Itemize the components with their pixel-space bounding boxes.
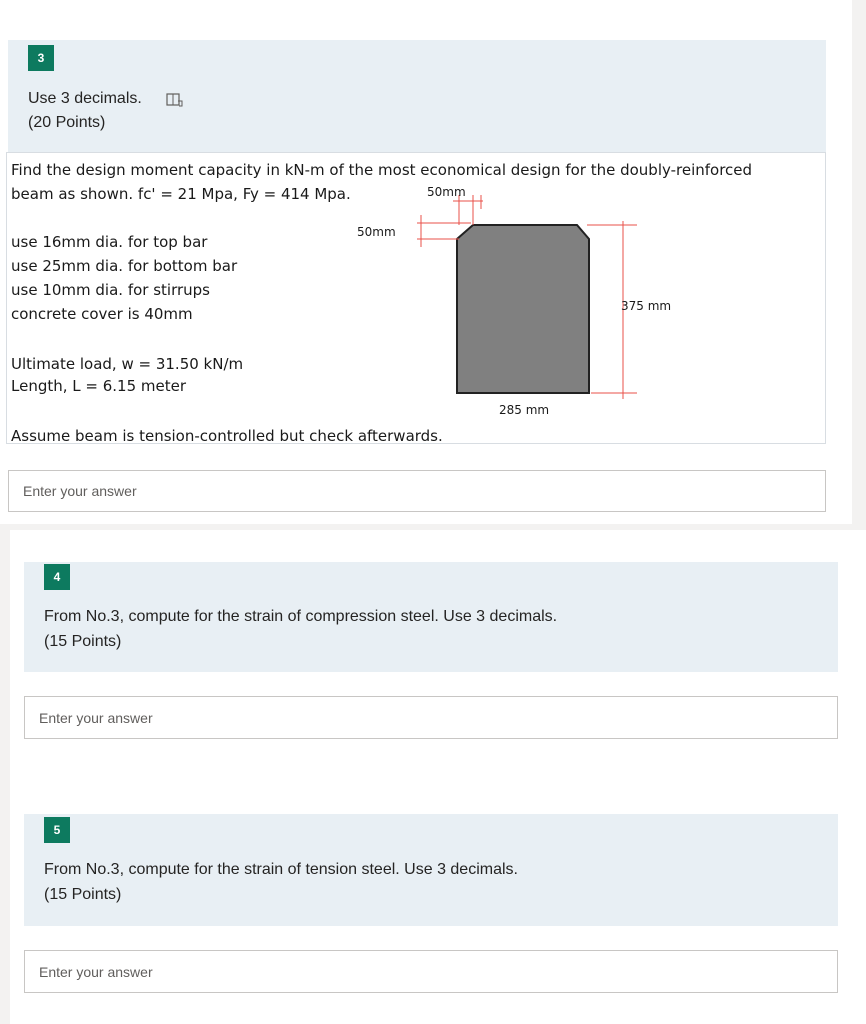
figure-assume: Assume beam is tension-controlled but check afterwards. bbox=[11, 427, 443, 445]
immersive-reader-icon[interactable] bbox=[166, 92, 184, 108]
dim-top-marks bbox=[453, 195, 483, 225]
question-instruction-text: Use 3 decimals. bbox=[28, 90, 142, 107]
question-number-badge: 3 bbox=[28, 45, 54, 71]
beam-section-diagram bbox=[387, 189, 647, 409]
question-text: From No.3, compute for the strain of tension steel. Use 3 decimals. bbox=[44, 861, 518, 878]
question-points: (20 Points) bbox=[28, 114, 106, 131]
question-text: From No.3, compute for the strain of compression steel. Use 3 decimals. bbox=[44, 608, 558, 625]
beam-section-shape bbox=[457, 225, 589, 393]
figure-line-stirrups: use 10mm dia. for stirrups bbox=[11, 281, 210, 299]
dim-height-label: 375 mm bbox=[621, 299, 672, 313]
figure-title-line2: beam as shown. fc' = 21 Mpa, Fy = 414 Mpa. bbox=[11, 185, 351, 203]
question-instruction bbox=[28, 90, 142, 108]
figure-load: Ultimate load, w = 31.50 kN/m bbox=[11, 355, 244, 373]
question-points: (15 Points) bbox=[44, 633, 122, 650]
answer-input-4[interactable]: Enter your answer bbox=[24, 696, 838, 739]
figure-line-cover: concrete cover is 40mm bbox=[11, 305, 193, 323]
figure-length: Length, L = 6.15 meter bbox=[11, 377, 187, 395]
dim-side-label: 50mm bbox=[357, 225, 396, 239]
answer-input-5[interactable]: Enter your answer bbox=[24, 950, 838, 993]
figure-line-bottom-bar: use 25mm dia. for bottom bar bbox=[11, 257, 238, 275]
question-points: (15 Points) bbox=[44, 886, 122, 903]
answer-input-3[interactable]: Enter your answer bbox=[8, 470, 826, 512]
dim-top-label: 50mm bbox=[427, 185, 466, 199]
figure-line-top-bar: use 16mm dia. for top bar bbox=[11, 233, 208, 251]
figure-title-line1: Find the design moment capacity in kN-m of the most economical design for the doubly-reinforced bbox=[11, 161, 753, 179]
question-number-badge: 4 bbox=[44, 564, 70, 590]
dim-width-label: 285 mm bbox=[499, 403, 550, 417]
question-number-badge: 5 bbox=[44, 817, 70, 843]
problem-figure bbox=[6, 152, 826, 444]
